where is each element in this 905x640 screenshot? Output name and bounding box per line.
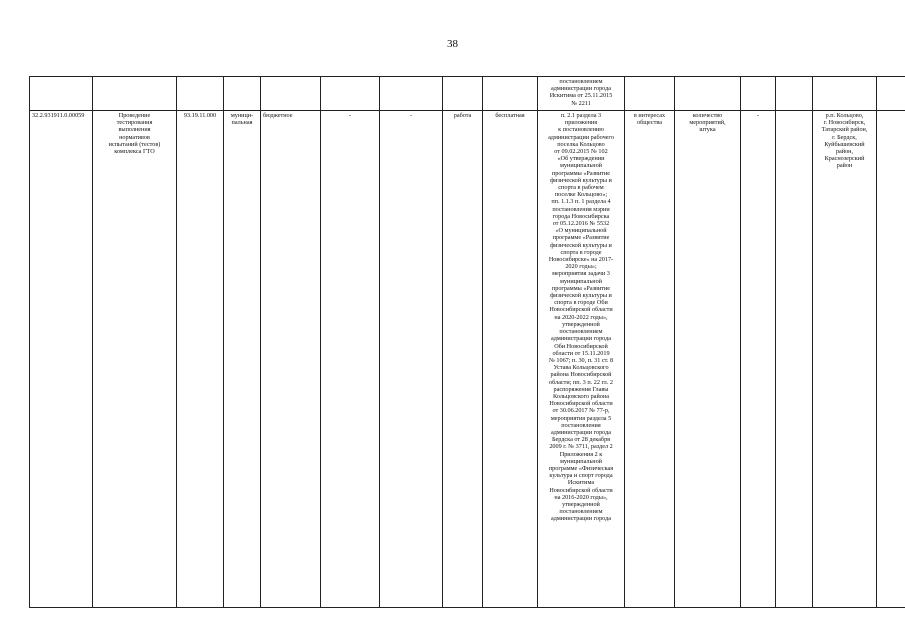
- cell-territory: р.п. Кольцово, г. Новосибирск, Татарский район, г. Бердск, Куйбышевский район, Краснозерский район: [813, 111, 877, 608]
- cell-payment: бесплатная: [483, 111, 538, 608]
- cell-empty: [776, 77, 813, 111]
- cell-kind: работа: [443, 111, 483, 608]
- cell-empty: [30, 77, 93, 111]
- cell-empty: [675, 77, 741, 111]
- cell-empty: [625, 77, 675, 111]
- cell-empty: [483, 77, 538, 111]
- table-row: [30, 111, 905, 608]
- cell-empty: [261, 77, 321, 111]
- cell-legal-basis-continued: постановлением администрации города Искитима от 25.11.2015 № 2211: [538, 77, 625, 111]
- cell-empty: [321, 77, 380, 111]
- cell-interest: в интересах общества: [625, 111, 675, 608]
- cell-empty: [776, 111, 813, 608]
- cell-empty: [380, 77, 443, 111]
- table-row-continuation: [30, 77, 905, 111]
- cell-legal-basis: п. 2.1 раздела 3 приложения к постановлению администрации рабочего поселка Кольцово от 09.02.2015 № 102 «Об утверждении муниципальной программы «Развитие физической культуры и спорта в рабочем поселке Кольцово»; пп. 1.1.3 п. 1 раздела 4 постановления мэрии города Новосибирска от 05.12.2016 № 5532 «О муниципальной программе «Развитие физической культуры и спорта в городе Новосибирске» на 2017- 2020 годы»; мероприятия задачи 3 муниципальной программы «Развитие физической культуры и спорта в городе Оби Новосибирской области на 2020-2022 годы», утвержденной постановлением администрации города Оби Новосибирской области от 15.11.2019 № 1067; п. 30, п. 31 ст. 8 Устава Кольцовского района Новосибирской области; пп. 3 п. 22 гл. 2 распоряжения Главы Кольцовского района Новосибирской области от 30.06.2017 № 77-р, мероприятия раздела 5 постановления администрации города Бердска от 28 декабря 2009 г. № 3711, раздел 2 Приложения 2 к муниципальной программе «Физическая культура и спорт города Искитима Новосибирской области на 2016-2020 годы», утвержденной постановлением администрации города: [538, 111, 625, 608]
- services-table: [29, 76, 905, 608]
- cell-empty: [224, 77, 261, 111]
- cell-empty: [813, 77, 877, 111]
- cell-institution-type: бюджетное: [261, 111, 321, 608]
- cell-registry-code: 32.2.931911.0.00059: [30, 111, 93, 608]
- cell-okved-code: 93.19.11.000: [177, 111, 224, 608]
- cell-service-name: Проведение тестирования выполнения нормативов испытаний (тестов) комплекса ГТО: [93, 111, 177, 608]
- cell-dash: -: [380, 111, 443, 608]
- cell-service-level: муници- пальная: [224, 111, 261, 608]
- cell-empty: [177, 77, 224, 111]
- cell-dash: -: [741, 111, 776, 608]
- cell-indicator: количество мероприятий, штука: [675, 111, 741, 608]
- page-number: 38: [447, 38, 458, 50]
- cell-dash: -: [321, 111, 380, 608]
- cell-empty: [877, 111, 905, 608]
- cell-empty: [741, 77, 776, 111]
- cell-empty: [93, 77, 177, 111]
- cell-empty: [877, 77, 905, 111]
- cell-empty: [443, 77, 483, 111]
